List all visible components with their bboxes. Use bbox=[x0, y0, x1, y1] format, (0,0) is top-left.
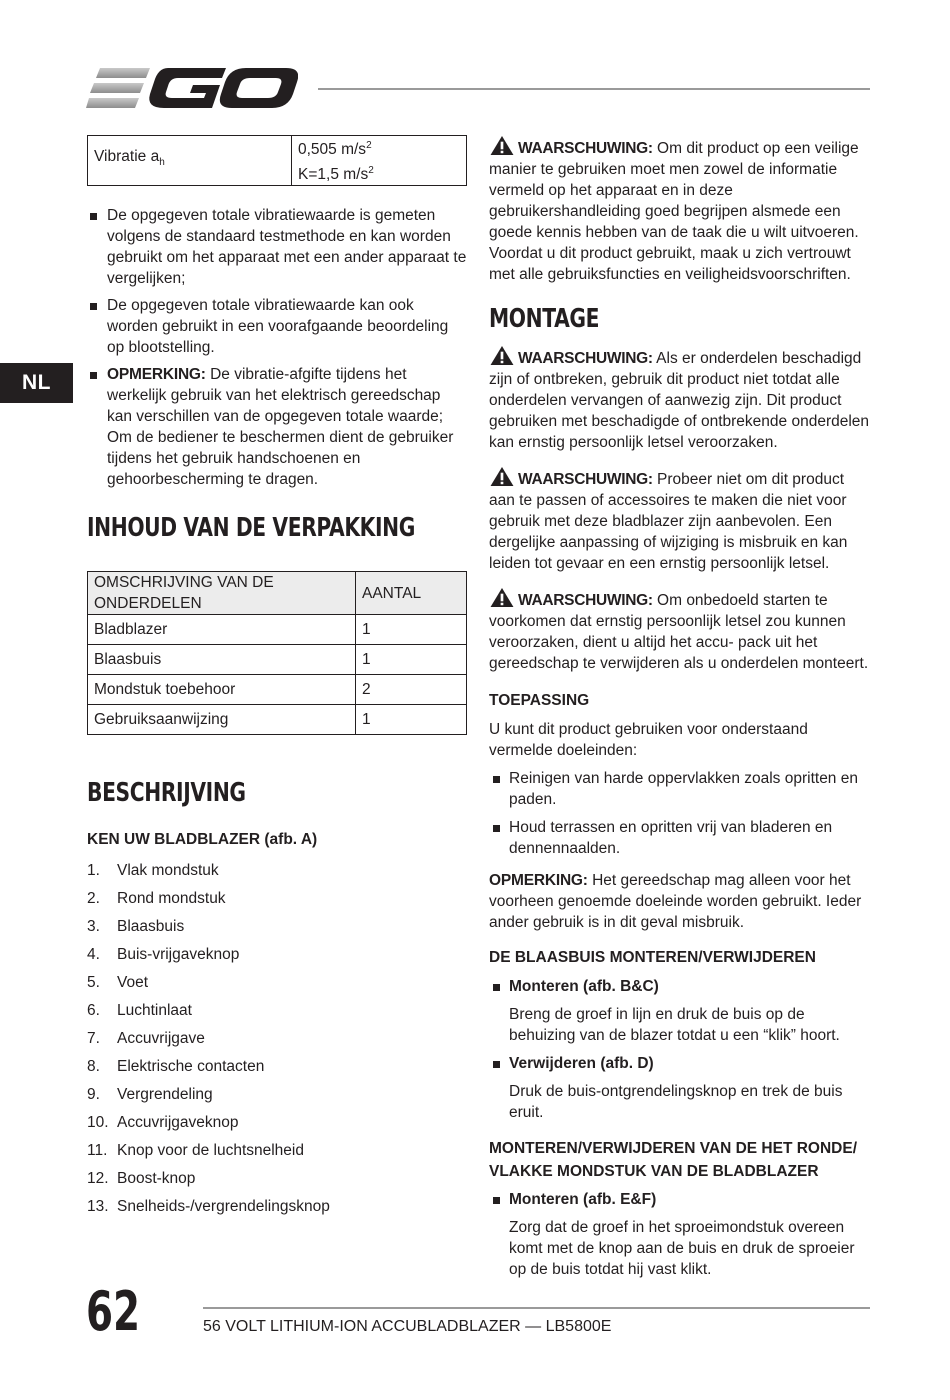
vibration-label: Vibratie a bbox=[94, 148, 160, 166]
page-number: 62 bbox=[86, 1280, 141, 1343]
list-item-number: 2. bbox=[87, 889, 100, 907]
warning-triangle-icon bbox=[489, 466, 515, 487]
parts-list bbox=[87, 856, 467, 1220]
list-item-text: Rond mondstuk bbox=[117, 889, 226, 907]
list-item-number: 3. bbox=[87, 917, 100, 935]
list-item-text: Vlak mondstuk bbox=[117, 861, 219, 879]
warning-text: Om onbedoeld starten te voorkomen dat ernstig persoonlijk letsel zou kunnen veroorzaken, dient u altijd het accu- pack uit het gereedschap te verwijderen als u onderdelen monteert. bbox=[489, 592, 869, 672]
right-column bbox=[489, 135, 873, 1287]
vibration-value-1-sup: 2 bbox=[366, 140, 372, 152]
application-intro: U kunt dit product gebruiken voor onderstaand vermelde doeleinden: bbox=[489, 721, 808, 759]
note-label: OPMERKING: bbox=[107, 366, 206, 383]
list-item bbox=[87, 968, 467, 996]
note-text: Het gereedschap mag alleen voor het voorheen genoemde doeleinde worden gebruikt. Ieder ander gebruik is in dit geval misbruik. bbox=[489, 872, 862, 931]
list-item bbox=[87, 856, 467, 884]
list-item: Monteren (afb. E&F) bbox=[489, 1189, 873, 1210]
montage-warning-1 bbox=[489, 345, 873, 453]
tube-remove-text: Druk de buis-ontgrendelingsknop en trek de buis eruit. bbox=[509, 1083, 843, 1121]
warning-triangle-icon bbox=[489, 587, 515, 608]
list-item-text: De opgegeven totale vibratiewaarde kan ook worden gebruikt in een voorafgaande beoordeling op blootstelling. bbox=[107, 297, 449, 356]
table-row bbox=[88, 615, 467, 645]
list-item-number: 6. bbox=[87, 1001, 100, 1019]
list-item bbox=[87, 1136, 467, 1164]
language-tab: NL bbox=[0, 363, 73, 403]
list-item bbox=[87, 884, 467, 912]
list-item-number: 1. bbox=[87, 861, 100, 879]
table-row bbox=[88, 136, 467, 186]
packaging-table bbox=[87, 571, 467, 735]
list-item bbox=[87, 912, 467, 940]
list-item-number: 11. bbox=[87, 1141, 108, 1159]
vibration-notes bbox=[87, 205, 467, 490]
list-item: Verwijderen (afb. D) bbox=[489, 1053, 873, 1074]
list-item bbox=[87, 1108, 467, 1136]
table-row bbox=[88, 675, 467, 705]
tube-remove-list bbox=[489, 1053, 873, 1074]
footer-rule bbox=[203, 1307, 870, 1309]
table-header-cell: OMSCHRIJVING VAN DE ONDERDELEN bbox=[88, 572, 356, 615]
list-item-text: Knop voor de luchtsnelheid bbox=[117, 1141, 304, 1159]
tube-mount-list bbox=[489, 976, 873, 997]
list-item: Houd terrassen en opritten vrij van bladeren en dennennaalden. bbox=[489, 817, 873, 859]
warning-text: Probeer niet om dit product aan te passen of accessoires te maken die niet voor gebruik met deze bladblazer zijn aanbevolen. Een dergelijke aanpassing of wijziging is misbruik en kan leiden tot gevaar en een ernstig persoonlijk letsel. bbox=[489, 471, 848, 572]
list-item bbox=[87, 1080, 467, 1108]
table-header-cell: AANTAL bbox=[356, 572, 467, 615]
warning-text: Om dit product op een veilige manier te gebruiken moet men zowel de informatie vermeld op het apparaat en in deze gebruikershandleiding goed begrijpen alsmede een goede kennis hebben van de taak die u wilt uitvoeren. Voordat u dit product gebruikt, maak u zich vertrouwt met alle gebruiksfuncties en veiligheidsvoorschriften. bbox=[489, 140, 859, 283]
table-cell: Gebruiksaanwijzing bbox=[88, 705, 356, 735]
warning-triangle-icon bbox=[489, 345, 515, 366]
list-item bbox=[87, 1052, 467, 1080]
list-item-text: Accuvrijgaveknop bbox=[117, 1113, 239, 1131]
table-cell: Bladblazer bbox=[88, 615, 356, 645]
list-item-number: 7. bbox=[87, 1029, 100, 1047]
vibration-label-sub: h bbox=[159, 157, 165, 169]
list-item-text: Vergrendeling bbox=[117, 1085, 213, 1103]
list-item-number: 9. bbox=[87, 1085, 100, 1103]
vibration-value-cell bbox=[292, 136, 467, 186]
list-item-text: Boost-knop bbox=[117, 1169, 196, 1187]
ego-logo bbox=[86, 62, 298, 114]
list-item-text: Snelheids-/vergrendelingsknop bbox=[117, 1197, 330, 1215]
vibration-value-1: 0,505 m/s bbox=[298, 141, 367, 159]
table-cell: 2 bbox=[356, 675, 467, 705]
vibration-value-2-sup: 2 bbox=[368, 164, 374, 176]
table-row bbox=[88, 645, 467, 675]
vibration-value-2: K=1,5 m/s bbox=[298, 165, 369, 183]
list-item bbox=[87, 1192, 467, 1220]
montage-warning-2 bbox=[489, 466, 873, 574]
list-item bbox=[87, 364, 467, 490]
montage-warning-3 bbox=[489, 587, 873, 674]
tube-mount-text: Breng de groef in lijn en druk de buis op de behuizing van de blazer totdat u een “klik” hoort. bbox=[509, 1006, 840, 1044]
warning-intro bbox=[489, 135, 873, 285]
description-subtitle: KEN UW BLADBLAZER (afb. A) bbox=[87, 831, 318, 848]
table-cell: Mondstuk toebehoor bbox=[88, 675, 356, 705]
list-item bbox=[87, 996, 467, 1024]
table-cell: 1 bbox=[356, 705, 467, 735]
list-item-text: Luchtinlaat bbox=[117, 1001, 192, 1019]
application-note bbox=[489, 870, 873, 933]
list-item-number: 13. bbox=[87, 1197, 109, 1215]
vibration-table bbox=[87, 135, 467, 186]
nozzle-mount-text: Zorg dat de groef in het sproeimondstuk overeen komt met de knop aan de buis en druk de sproeier op de buis totdat hij vast klikt. bbox=[509, 1219, 855, 1278]
nozzle-mount-list bbox=[489, 1189, 873, 1210]
list-item-number: 5. bbox=[87, 973, 100, 991]
application-title: TOEPASSING bbox=[489, 692, 590, 709]
list-item-text: Blaasbuis bbox=[117, 917, 185, 935]
table-header-row bbox=[88, 572, 467, 615]
left-column bbox=[87, 135, 467, 1220]
table-cell: Blaasbuis bbox=[88, 645, 356, 675]
list-item-number: 10. bbox=[87, 1113, 109, 1131]
list-item-number: 8. bbox=[87, 1057, 100, 1075]
list-item-text: Voet bbox=[117, 973, 149, 991]
list-item bbox=[87, 940, 467, 968]
list-item bbox=[87, 1164, 467, 1192]
list-item bbox=[87, 295, 467, 358]
list-item: Reinigen van harde oppervlakken zoals opritten en paden. bbox=[489, 768, 873, 810]
list-item-text: Buis-vrijgaveknop bbox=[117, 945, 240, 963]
header-rule bbox=[318, 88, 870, 90]
note-label: OPMERKING: bbox=[489, 872, 588, 889]
list-item bbox=[87, 1024, 467, 1052]
list-item bbox=[87, 205, 467, 289]
table-cell: 1 bbox=[356, 645, 467, 675]
list-item-text: Accuvrijgave bbox=[117, 1029, 205, 1047]
list-item-text: De vibratie-afgifte tijdens het werkelijk gebruik van het elektrisch gereedschap kan verschillen van de opgegeven totale waarde; Om de bediener te beschermen dient de gebruiker tijdens het gebruik handschoenen en gehoorbescherming te dragen. bbox=[107, 366, 454, 488]
list-item-text: De opgegeven totale vibratiewaarde is gemeten volgens de standaard testmethode en kan worden gebruikt om het apparaat met een ander apparaat te vergelijken; bbox=[107, 207, 467, 287]
footer-title: 56 VOLT LITHIUM-ION ACCUBLADBLAZER — LB5800E bbox=[203, 1318, 612, 1335]
tube-section-title: DE BLAASBUIS MONTEREN/VERWIJDEREN bbox=[489, 949, 816, 966]
nozzle-section-title: MONTEREN/VERWIJDEREN VAN DE HET RONDE/ VLAKKE MONDSTUK VAN DE BLADBLAZER bbox=[489, 1140, 858, 1180]
warning-text: Als er onderdelen beschadigd zijn of ontbreken, gebruik dit product niet totdat alle onderdelen vervangen of aanwezig zijn. Dit product gebruiken met beschadigde of ontbrekende onderdelen kan ernstig persoonlijk letsel veroorzaken. bbox=[489, 350, 870, 451]
list-item-number: 12. bbox=[87, 1169, 109, 1187]
table-row bbox=[88, 705, 467, 735]
warning-triangle-icon bbox=[489, 135, 515, 156]
warning-label: WAARSCHUWING: bbox=[518, 471, 653, 488]
table-cell: 1 bbox=[356, 615, 467, 645]
montage-title: MONTAGE bbox=[489, 304, 600, 334]
description-title: BESCHRIJVING bbox=[87, 778, 246, 808]
application-list bbox=[489, 768, 873, 859]
warning-label: WAARSCHUWING: bbox=[518, 350, 653, 367]
list-item-number: 4. bbox=[87, 945, 100, 963]
list-item: Monteren (afb. B&C) bbox=[489, 976, 873, 997]
warning-label: WAARSCHUWING: bbox=[518, 592, 653, 609]
warning-label: WAARSCHUWING: bbox=[518, 140, 653, 157]
list-item-text: Elektrische contacten bbox=[117, 1057, 265, 1075]
vibration-label-cell bbox=[88, 136, 292, 186]
packaging-title: INHOUD VAN DE VERPAKKING bbox=[87, 513, 415, 543]
